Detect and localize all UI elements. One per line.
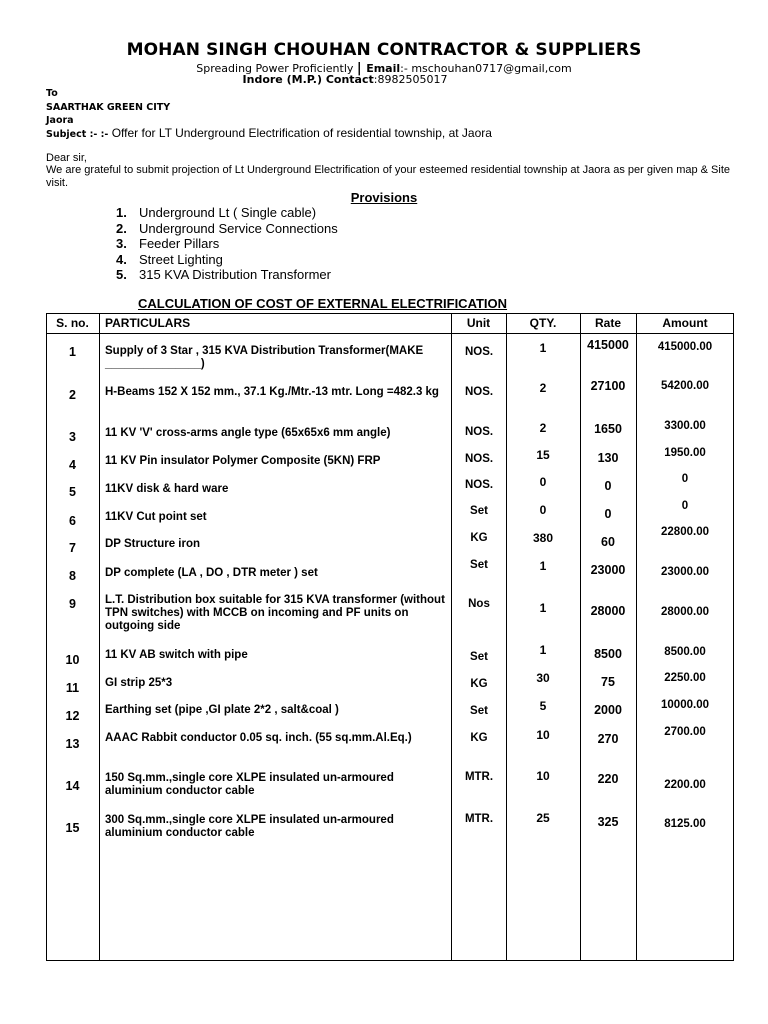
email-label: Email [366,62,401,75]
contact-line [0,73,690,86]
provision-item [116,205,338,221]
row-sno: 8 [69,569,76,583]
contact-value: :8982505017 [373,73,448,86]
row-unit: KG [470,678,488,690]
column-divider [506,313,507,961]
row-unit: Nos [468,598,490,610]
provision-text: Underground Service Connections [139,220,338,236]
row-particulars: 11KV disk & hard ware [105,483,229,495]
row-rate: 2000 [594,703,622,717]
row-amount: 1950.00 [664,447,706,459]
row-unit: NOS. [464,453,494,465]
column-divider [580,313,581,961]
provisions-list [116,205,338,283]
provision-number: 5. [116,267,127,282]
tagline: Spreading Power Proficiently [196,62,354,75]
row-amount: 3300.00 [664,420,706,432]
recipient-city: Jaora [46,115,74,126]
header-divider [46,333,734,334]
row-rate: 0 [604,479,612,493]
row-unit: NOS. [464,346,494,358]
row-qty: 10 [536,728,550,742]
row-particulars: Supply of 3 Star , 315 KVA Distribution Transformer(MAKE _______________) [105,345,424,370]
row-rate: 28000 [590,604,626,618]
row-unit: NOS. [464,426,494,438]
row-amount: 28000.00 [661,606,709,618]
row-qty: 5 [539,699,547,713]
subject-line [46,126,492,140]
row-qty: 1 [539,559,547,573]
row-rate: 60 [601,535,615,549]
row-qty: 380 [532,531,554,545]
row-rate: 27100 [590,379,626,393]
row-sno: 9 [69,597,76,611]
row-sno: 3 [69,430,76,444]
row-qty: 2 [539,421,547,435]
salutation: Dear sir, [46,152,87,164]
row-qty: 0 [539,475,547,489]
row-qty: 1 [539,643,547,657]
letter-body: We are grateful to submit projection of Lt Underground Electrification of your esteemed residential township at Jaora as per given map & Site visit. [46,164,730,189]
provision-number: 1. [116,205,127,220]
row-sno: 14 [65,779,80,793]
row-unit: Set [470,705,488,717]
row-amount: 415000.00 [657,341,713,353]
subject-label: Subject :- :- [46,129,109,140]
row-amount: 0 [681,500,689,512]
row-sno: 6 [69,514,76,528]
row-amount: 8125.00 [664,818,706,830]
calculation-title: CALCULATION OF COST OF EXTERNAL ELECTRIFICATION [138,296,508,311]
row-amount: 22800.00 [661,526,709,538]
company-name: MOHAN SINGH CHOUHAN CONTRACTOR & SUPPLIERS [126,40,642,60]
row-rate: 415000 [587,338,629,352]
row-amount: 8500.00 [664,646,706,658]
provision-text: Street Lighting [139,251,223,267]
column-header-qty: QTY. [529,316,557,330]
row-rate: 0 [604,507,612,521]
row-rate: 325 [597,815,619,829]
row-particulars: Earthing set (pipe ,GI plate 2*2 , salt&coal ) [105,704,339,716]
provision-item [116,267,338,283]
row-qty: 30 [536,671,550,685]
row-rate: 220 [597,772,619,786]
row-amount: 2700.00 [664,726,706,738]
row-unit: Set [470,651,488,663]
row-unit: NOS. [464,386,494,398]
row-sno: 15 [65,821,80,835]
row-qty: 2 [539,381,547,395]
row-particulars: H-Beams 152 X 152 mm., 37.1 Kg./Mtr.-13 mtr. Long =482.3 kg [105,386,439,398]
column-header-rate: Rate [594,316,621,330]
row-qty: 1 [539,341,547,355]
row-particulars: 300 Sq.mm.,single core XLPE insulated un-armoured aluminium conductor cable [105,814,394,839]
row-particulars: DP complete (LA , DO , DTR meter ) set [105,567,318,579]
column-header-amount: Amount [662,316,708,330]
row-sno: 1 [69,345,76,359]
provision-item [116,252,338,268]
row-sno: 13 [65,737,80,751]
row-sno: 11 [65,681,80,695]
row-amount: 54200.00 [661,380,709,392]
provision-number: 3. [116,236,127,251]
row-particulars: 11 KV AB switch with pipe [105,649,248,661]
row-particulars: L.T. Distribution box suitable for 315 KVA transformer (without TPN switches) with MCCB on incoming and PF units on outgoing side [105,594,445,632]
row-particulars: DP Structure iron [105,538,200,550]
cost-table [46,313,734,961]
row-sno: 7 [69,541,76,555]
email-value: :- mschouhan0717@gmail,com [400,62,572,75]
row-unit: Set [470,559,488,571]
row-rate: 130 [597,451,619,465]
column-header-particulars: PARTICULARS [105,316,191,330]
row-amount: 0 [681,473,689,485]
row-qty: 15 [536,448,550,462]
column-header-unit: Unit [466,316,491,330]
row-sno: 12 [65,709,80,723]
row-rate: 1650 [594,422,622,436]
provision-text: Feeder Pillars [139,236,220,251]
row-unit: NOS. [464,479,494,491]
row-particulars: 150 Sq.mm.,single core XLPE insulated un-armoured aluminium conductor cable [105,772,394,797]
row-sno: 10 [65,653,80,667]
row-amount: 10000.00 [661,699,709,711]
row-amount: 23000.00 [661,566,709,578]
row-rate: 23000 [590,563,626,577]
row-particulars: 11 KV Pin insulator Polymer Composite (5KN) FRP [105,455,381,467]
to-label: To [46,88,58,99]
row-qty: 10 [536,769,550,783]
row-qty: 1 [539,601,547,615]
provision-text: Underground Lt ( Single cable) [139,205,317,220]
row-qty: 25 [536,811,550,825]
row-unit: KG [470,732,488,744]
row-particulars: GI strip 25*3 [105,677,173,689]
separator: | [356,61,367,76]
provisions-title: Provisions [350,190,418,205]
provision-number: 2. [116,220,127,236]
provision-item [116,236,338,252]
row-amount: 2200.00 [664,779,706,791]
provision-text: 315 KVA Distribution Transformer [139,267,331,282]
subject-text: Offer for LT Underground Electrification of residential township, at Jaora [108,126,492,140]
row-sno: 4 [69,458,76,472]
recipient-name: SAARTHAK GREEN CITY [46,101,171,113]
column-divider [451,313,452,961]
row-qty: 0 [539,503,547,517]
row-particulars: AAAC Rabbit conductor 0.05 sq. inch. (55 sq.mm.Al.Eq.) [105,732,412,744]
row-unit: MTR. [464,813,494,825]
provision-number: 4. [116,251,127,267]
row-unit: MTR. [464,771,494,783]
table-border [46,313,734,961]
row-sno: 2 [69,388,76,402]
row-unit: Set [470,505,488,517]
row-particulars: 11KV Cut point set [105,511,207,523]
location-contact-label: Indore (M.P.) Contact [242,73,374,86]
row-unit: KG [470,532,488,544]
provision-item [116,221,338,237]
row-particulars: 11 KV 'V' cross-arms angle type (65x65x6 mm angle) [105,427,391,439]
recipient-block [46,87,170,128]
row-rate: 75 [601,675,615,689]
row-rate: 8500 [594,647,622,661]
column-divider [99,313,100,961]
row-sno: 5 [69,485,76,499]
row-amount: 2250.00 [664,672,706,684]
column-divider [636,313,637,961]
column-header-sno: S. no. [56,316,89,330]
row-rate: 270 [597,732,619,746]
